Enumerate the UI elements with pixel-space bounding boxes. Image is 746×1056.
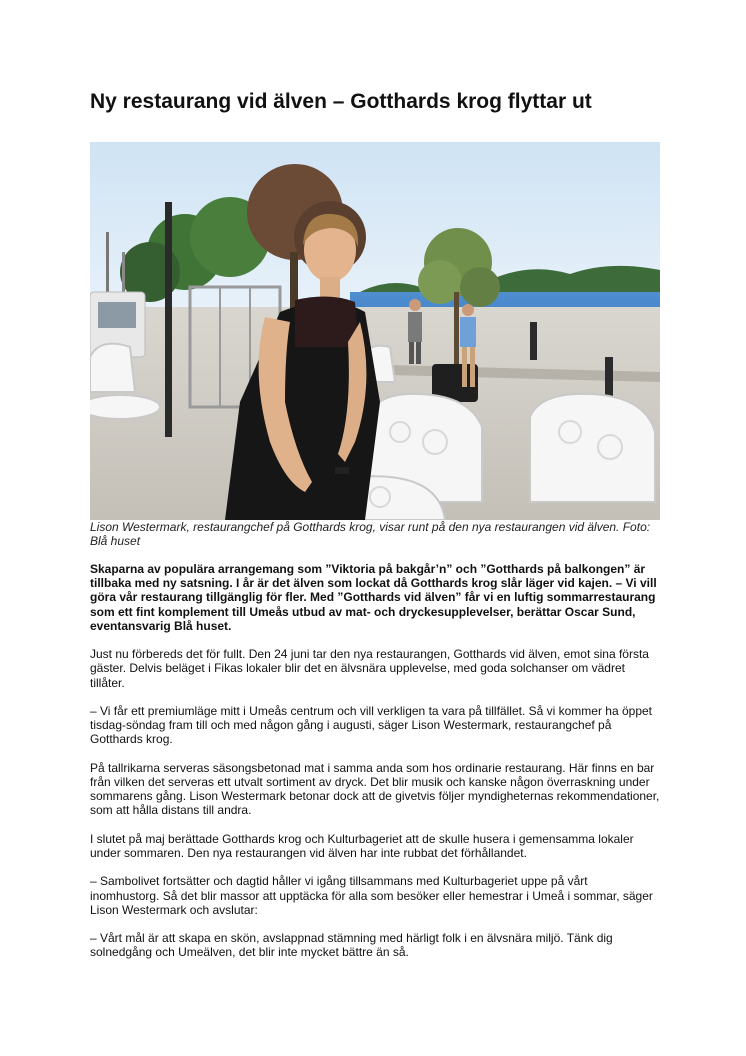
body-paragraph: På tallrikarna serveras säsongsbetonad mat i samma anda som hos ordinarie restaurang. Här finns en bar från vilken det serveras ett utvalt sortiment av dryck. Det blir musik och kanske någon överraskning under sommarens gång. Lison Westermark betonar dock att de givetvis följer myndigheternas rekommendationer, som att hålla distans till andra. [90, 760, 660, 818]
body-paragraph: I slutet på maj berättade Gotthards krog och Kulturbageriet att de skulle husera i gemensamma lokaler under sommaren. Den nya restaurangen vid älven har inte rubbat det förhållandet. [90, 831, 634, 860]
body-paragraph: – Vårt mål är att skapa en skön, avslappnad stämning med härligt folk i en älvsnära miljö. Tänk dig solnedgång och Umeälven, det blir inte mycket bättre än så. [90, 931, 613, 960]
body-paragraph: – Sambolivet fortsätter och dagtid håller vi igång tillsammans med Kulturbageriet uppe på vårt inomhustorg. Så det blir massor att upptäcka för alla som besöker eller hemestrar i Umeå i sommar, säger Lison Westermark och avslutar: [90, 874, 653, 917]
headline: Ny restaurang vid älven – Gotthards krog flyttar ut [90, 90, 592, 113]
photo-caption: Lison Westermark, restaurangchef på Gotthards krog, visar runt på den nya restaurangen vid älven. Foto: Blå huset [90, 520, 651, 548]
body-paragraph: – Vi får ett premiumläge mitt i Umeås centrum och vill verkligen ta vara på tillfället. Så vi kommer ha öppet tisdag-söndag fram till och med någon gång i augusti, säger Lison Westermark, restaurangchef på Gotthards krog. [90, 704, 653, 747]
body-paragraph: Just nu förbereds det för fullt. Den 24 juni tar den nya restaurangen, Gotthards vid älven, emot sina första gäster. Delvis beläget i Fikas lokaler blir det en älvsnära upplevelse, med goda solchanser om vädret tillåter. [90, 647, 649, 690]
lead-paragraph: Skaparna av populära arrangemang som ”Viktoria på bakgår’n” och ”Gotthards på balkongen” är tillbaka med ny satsning. I år är det älven som lockat då Gotthards krog slår läger vid kajen. – Vi vill göra vår restaurang tillgänglig för fler. Med ”Gotthards vid älven” får vi en luftig sommarrestaurang som ett fint komplement till Umeås utbud av mat- och dryckesupplevelser, berättar Oscar Sund, eventansvarig Blå huset. [90, 562, 657, 633]
article-photo [90, 142, 660, 520]
article-body [90, 562, 660, 974]
